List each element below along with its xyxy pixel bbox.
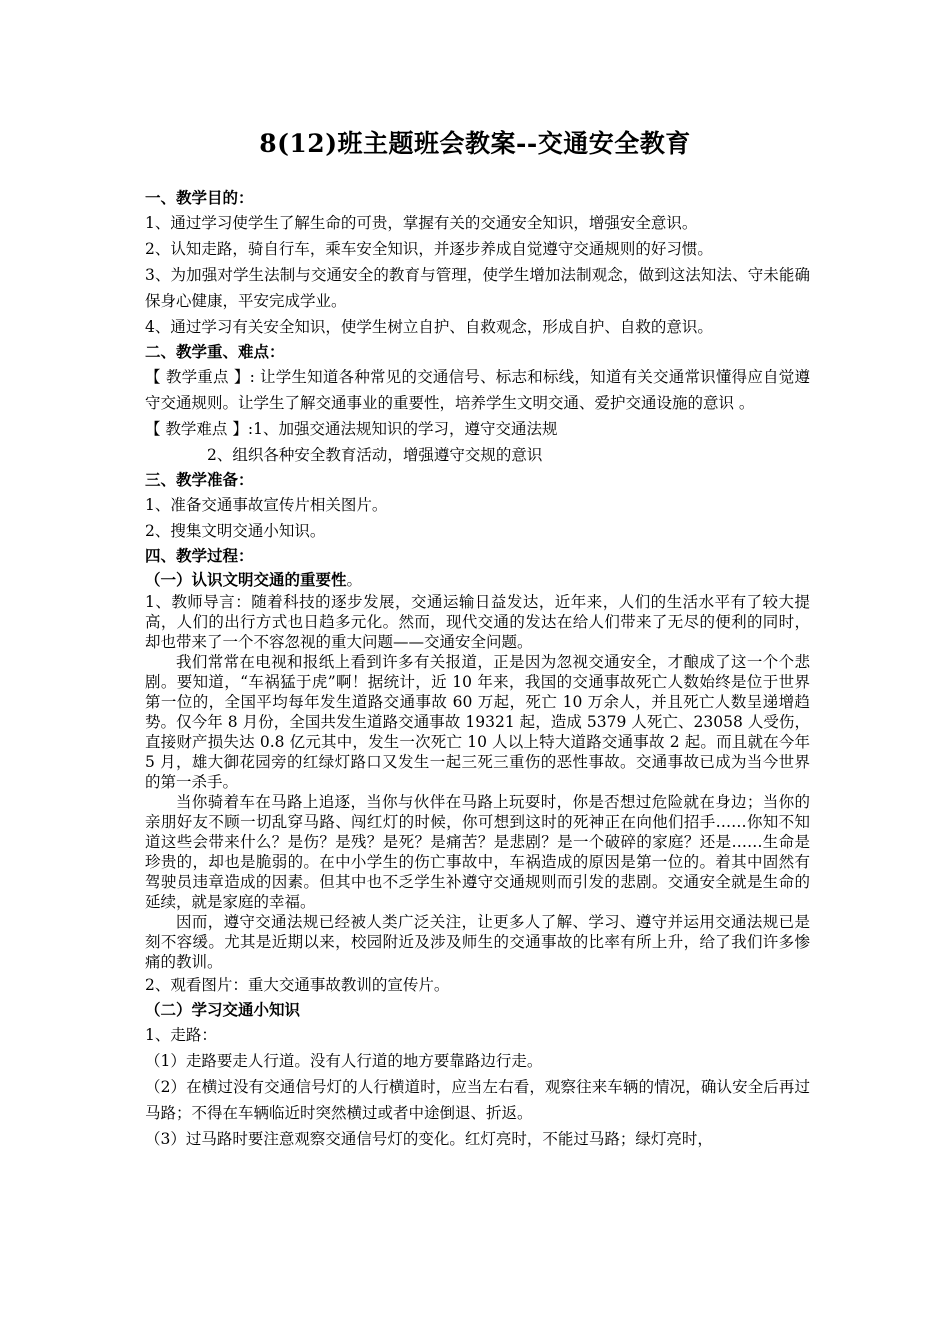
objective-item: 2、认知走路，骑自行车，乘车安全知识，并逐步养成自觉遵守交通规则的好习惯。: [145, 240, 713, 258]
body-paragraph: 2、观看图片：重大交通事故教训的宣传片。: [145, 976, 450, 994]
subsection-heading-text: （一）认识文明交通的重要性: [145, 570, 347, 589]
document-title: 8(12)班主题班会教案--交通安全教育: [259, 129, 691, 158]
section-heading-preparation: 三、教学准备：: [145, 470, 254, 489]
objective-item: 4、通过学习有关安全知识，使学生树立自护、自救观念，形成自护、自救的意识。: [145, 318, 713, 336]
body-paragraph: 当你骑着车在马路上追逐，当你与伙伴在马路上玩耍时，你是否想过危险就在身边；当你的亲朋好友不顾一切乱穿马路、闯红灯的时候，你可想到这时的死神正在向他们招手……你知不知道这些会带来什么？是伤？是残？是死？是痛苦？是悲剧？是一个破碎的家庭？还是……生命是珍贵的，却也是脆弱的。在中小学生的伤亡事故中，车祸造成的原因是第一位的。着其中固然有驾驶员违章造成的因素。但其中也不乏学生补遵守交通规则而引发的悲剧。交通安全就是生命的延续，就是家庭的幸福。: [145, 793, 810, 911]
subsection-heading-punct: 。: [346, 571, 363, 589]
walking-rule: （2）在横过没有交通信号灯的人行横道时，应当左右看，观察往来车辆的情况，确认安全后再过马路；不得在车辆临近时突然横过或者中途倒退、折返。: [145, 1078, 810, 1122]
difficulty-item: 【 教学难点 】:1、加强交通法规知识的学习，遵守交通法规: [145, 420, 558, 438]
subsection-heading-knowledge: （二）学习交通小知识: [145, 1000, 301, 1019]
body-paragraph: 1、教师导言：随着科技的逐步发展，交通运输日益发达，近年来，人们的生活水平有了较大提高，人们的出行方式也日趋多元化。然而，现代交通的发达在给人们带来了无尽的便利的同时，却也带来了一个不容忽视的重大问题——交通安全问题。: [145, 593, 810, 651]
preparation-item: 1、准备交通事故宣传片相关图片。: [145, 496, 388, 514]
difficulty-item: 2、组织各种安全教育活动，增强遵守交规的意识: [207, 446, 543, 464]
document-body: [145, 186, 810, 1152]
section-heading-objectives: 一、教学目的：: [145, 188, 254, 207]
objective-item: 3、为加强对学生法制与交通安全的教育与管理，使学生增加法制观念，做到这法知法、守未能确保身心健康，平安完成学业。: [145, 266, 810, 310]
body-paragraph: 因而，遵守交通法规已经被人类广泛关注，让更多人了解、学习、遵守并运用交通法规已是刻不容缓。尤其是近期以来，校园附近及涉及师生的交通事故的比率有所上升，给了我们许多惨痛的教训。: [145, 913, 810, 971]
walking-rule: （1）走路要走人行道。没有人行道的地方要靠路边行走。: [145, 1052, 543, 1070]
objective-item: 1、通过学习使学生了解生命的可贵，掌握有关的交通安全知识，增强安全意识。: [145, 214, 698, 232]
key-point-paragraph: 【 教学重点 】: 让学生知道各种常见的交通信号、标志和标线，知道有关交通常识懂得应自觉遵守交通规则。让学生了解交通事业的重要性，培养学生文明交通、爱护交通设施的意识 。: [145, 368, 810, 412]
section-heading-process: 四、教学过程：: [145, 546, 254, 565]
walking-rule: （3）过马路时要注意观察交通信号灯的变化。红灯亮时，不能过马路；绿灯亮时，: [145, 1130, 713, 1148]
body-paragraph: 我们常常在电视和报纸上看到许多有关报道，正是因为忽视交通安全，才酿成了这一个个悲剧。要知道，“车祸猛于虎”啊！据统计，近 10 年来，我国的交通事故死亡人数始终是位于世界第一位的，全国平均每年发生道路交通事故 60 万起，死亡 10 万余人，并且死亡人数呈递增趋势。仅今年 8 月份，全国共发生道路交通事故 19321 起，造成 5379 人死亡、23058 人受伤，直接财产损失达 0.8 亿元其中，发生一次死亡 10 人以上特大道路交通事故 2 起。而且就在今年 5 月，雄大御花园旁的红绿灯路口又发生一起三死三重伤的恶性事故。交通事故已成为当今世界的第一杀手。: [145, 653, 810, 791]
subsection-heading-importance: [145, 568, 810, 592]
preparation-item: 2、搜集文明交通小知识。: [145, 522, 326, 540]
section-heading-key-points: 二、教学重、难点：: [145, 342, 285, 361]
walking-heading: 1、走路：: [145, 1026, 217, 1044]
